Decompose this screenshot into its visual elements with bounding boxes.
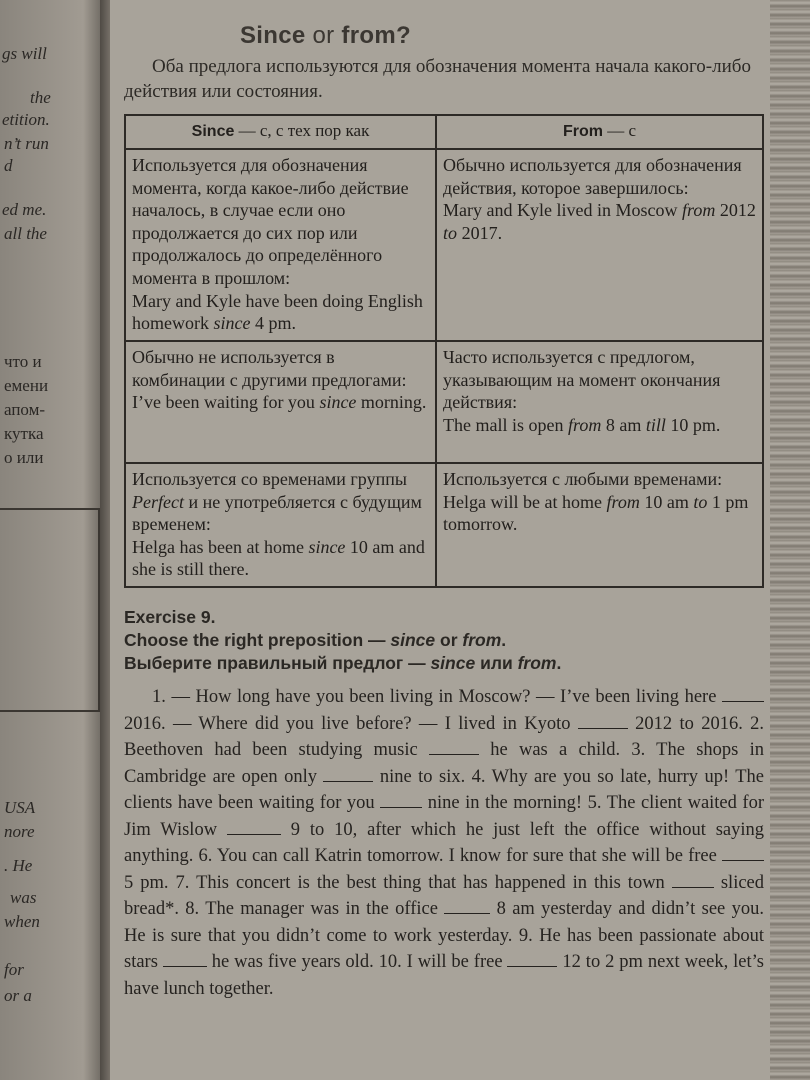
table-row [125, 463, 763, 587]
answer-blank [323, 767, 373, 782]
exercise-instruction-ru: Выберите правильный предлог — since или from. [124, 653, 562, 673]
left-page-fragment: о или [4, 448, 44, 467]
exercise-text: 1. — How long have you been living in Moscow? — I’ve been living here 2016. — Where did you live before? — I lived in Kyoto 2012 to 2016. 2. Beethoven had been studying music he was a child. 3. The shops in Cambridge are open only nine to six. 4. Why are you so late, hurry up! The clients have been waiting for you nine in the morning! 5. The client waited for Jim Wislow 9 to 10, after which he just left the office without saying anything. 6. You can call Katrin tomorrow. I know for sure that she will be free 5 pm. 7. This concert is the best thing that has happened in this town sliced bread*. 8. The manager was in the office 8 am yesterday and didn’t see you. He is sure that you didn’t come to work yesterday. 9. He has been passionate about stars he was five years old. 10. I will be free 12 to 2 pm next week, let’s have lunch together. [124, 687, 765, 999]
since-cell: Используется со временами группы Perfect и не употребляется с будущим временем: Helga has been at home since 10 am and she is still there. [125, 463, 436, 587]
left-page-fragment: was [10, 888, 37, 907]
from-column-header: From — с [436, 115, 763, 149]
answer-blank [507, 952, 557, 967]
left-page-fragment: for [4, 960, 24, 979]
exercise-instruction-en: Choose the right preposition — since or from. [124, 630, 507, 650]
left-page-fragment: апом- [4, 400, 46, 419]
answer-blank [444, 899, 490, 914]
since-cell: Обычно не используется в комбинации с другими предлогами: I’ve been waiting for you since morning. [125, 341, 436, 463]
left-page-fragment: all the [4, 224, 47, 243]
left-page-fragment: USA [4, 798, 36, 817]
left-page-fragment: . He [4, 856, 33, 875]
left-page-fragment: кутка [4, 424, 44, 443]
left-page-fragment: емени [4, 376, 49, 395]
since-column-header: Since — с, с тех пор как [125, 115, 436, 149]
exercise-number: Exercise 9. [124, 607, 216, 627]
left-page-fragment: ed me. [2, 200, 47, 219]
left-page-fragment: nore [4, 822, 35, 841]
intro-paragraph: Оба предлога используются для обозначения момента начала какого-либо действия или состояния. [124, 56, 751, 102]
answer-blank [672, 873, 714, 888]
page-title: Since or from? [240, 22, 411, 49]
left-page-fragment: что и [4, 352, 42, 371]
table-row [125, 341, 763, 463]
since-from-table [124, 114, 764, 588]
answer-blank [380, 793, 422, 808]
answer-blank [163, 952, 207, 967]
left-page-fragment: etition. [2, 110, 50, 129]
answer-blank [429, 740, 479, 755]
table-row [125, 149, 763, 341]
left-page-fragment: gs will [2, 44, 47, 63]
page-edges [770, 0, 810, 1080]
answer-blank [722, 687, 764, 702]
left-page-fragment: n’t run [4, 134, 49, 153]
left-page-fragment: when [4, 912, 40, 931]
from-cell: Часто используется с предлогом, указывающим на момент окончания действия: The mall is open from 8 am till 10 pm. [436, 341, 763, 463]
answer-blank [722, 846, 764, 861]
from-cell: Используется с любыми временами: Helga will be at home from 10 am to 1 pm tomorrow. [436, 463, 763, 587]
since-cell: Используется для обозначения момента, когда какое-либо действие началось, в случае если оно продолжается до сих пор или продолжалось до определённого момента в прошлом: Mary and Kyle have been doing English homework since 4 pm. [125, 149, 436, 341]
left-page-table-edge [0, 508, 100, 712]
answer-blank [227, 820, 281, 835]
from-cell: Обычно используется для обозначения действия, которое завершилось: Mary and Kyle lived in Moscow from 2012 to 2017. [436, 149, 763, 341]
exercise-heading [124, 606, 561, 675]
answer-blank [578, 714, 628, 729]
left-page-fragment: the [30, 88, 51, 107]
left-page-edge [0, 0, 104, 1080]
left-page-fragment: or a [4, 986, 32, 1005]
left-page-fragment: d [4, 156, 13, 175]
